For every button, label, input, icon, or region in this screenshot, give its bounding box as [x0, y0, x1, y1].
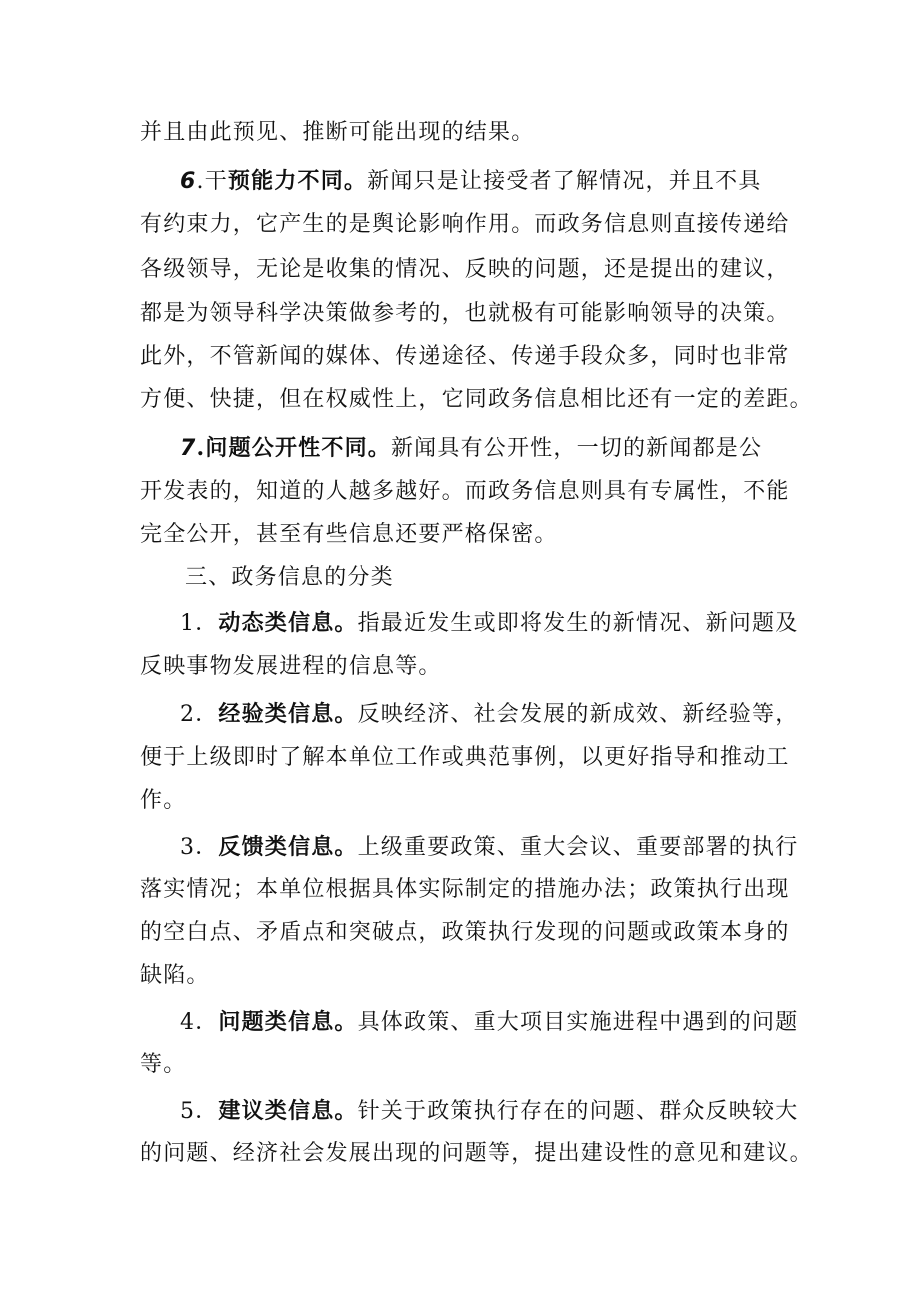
category-number: 4． [180, 1010, 219, 1035]
item-separator: .干 [196, 169, 228, 194]
category-text: 针关于政策执行存在的问题、群众反映较大 [357, 1099, 799, 1124]
category-5-line-1 [180, 1096, 840, 1127]
category-title: 经验类信息。 [218, 701, 358, 727]
paragraph-line: 完全公开，甚至有些信息还要严格保密。 [140, 522, 558, 547]
item-7-line-1 [180, 433, 840, 464]
paragraph-line: 此外，不管新闻的媒体、传递途径、传递手段众多，同时也非常 [140, 344, 790, 369]
paragraph-line: 等。 [140, 1052, 187, 1077]
paragraph-line: 各级领导，无论是收集的情况、反映的问题，还是提出的建议， [140, 257, 790, 282]
category-3-line-1 [180, 832, 840, 863]
category-number: 5． [180, 1099, 219, 1124]
paragraph-line: 反映事物发展进程的信息等。 [140, 654, 442, 679]
paragraph-line: 并且由此预见、推断可能出现的结果。 [140, 120, 535, 145]
category-4-line-1 [180, 1007, 840, 1038]
paragraph-line: 有约束力，它产生的是舆论影响作用。而政务信息则直接传递给 [140, 212, 790, 237]
paragraph-line: 的问题、经济社会发展出现的问题等，提出建设性的意见和建议。 [140, 1141, 813, 1166]
item-text: 新闻具有公开性，一切的新闻都是公 [390, 436, 763, 461]
category-text: 上级重要政策、重大会议、重要部署的执行 [357, 835, 799, 860]
category-1-line-1 [180, 608, 840, 639]
category-title: 动态类信息。 [218, 610, 358, 636]
item-title: .问题公开性不同。 [196, 435, 391, 461]
section-heading: 三、政务信息的分类 [185, 565, 394, 590]
item-number: 7 [180, 436, 197, 461]
paragraph-line: 缺陷。 [140, 963, 210, 988]
paragraph-line: 方便、快捷，但在权威性上，它同政务信息相比还有一定的差距。 [140, 387, 813, 412]
paragraph-line: 开发表的，知道的人越多越好。而政务信息则具有专属性，不能 [140, 479, 790, 504]
category-title: 建议类信息。 [218, 1098, 358, 1124]
paragraph-line: 落实情况；本单位根据具体实际制定的措施办法；政策执行出现 [140, 877, 790, 902]
category-title: 问题类信息。 [218, 1009, 358, 1035]
category-text: 指最近发生或即将发生的新情况、新问题及 [357, 611, 799, 636]
category-number: 2． [180, 702, 219, 727]
paragraph-line: 便于上级即时了解本单位工作或典范事例，以更好指导和推动工 [140, 745, 790, 770]
category-number: 1． [180, 611, 219, 636]
paragraph-line: 都是为领导科学决策做参考的，也就极有可能影响领导的决策。 [140, 301, 790, 326]
item-6-line-1 [180, 166, 840, 197]
category-2-line-1 [180, 699, 840, 730]
item-text: 新闻只是让接受者了解情况，并且不具 [367, 169, 762, 194]
paragraph-line: 的空白点、矛盾点和突破点，政策执行发现的问题或政策本身的 [140, 920, 790, 945]
item-number: 6 [180, 169, 197, 194]
category-title: 反馈类信息。 [218, 834, 358, 860]
category-text: 反映经济、社会发展的新成效、新经验等， [357, 702, 799, 727]
paragraph-line: 作。 [140, 788, 187, 813]
category-number: 3． [180, 835, 219, 860]
category-text: 具体政策、重大项目实施进程中遇到的问题 [357, 1010, 799, 1035]
item-title: 预能力不同。 [227, 168, 368, 194]
